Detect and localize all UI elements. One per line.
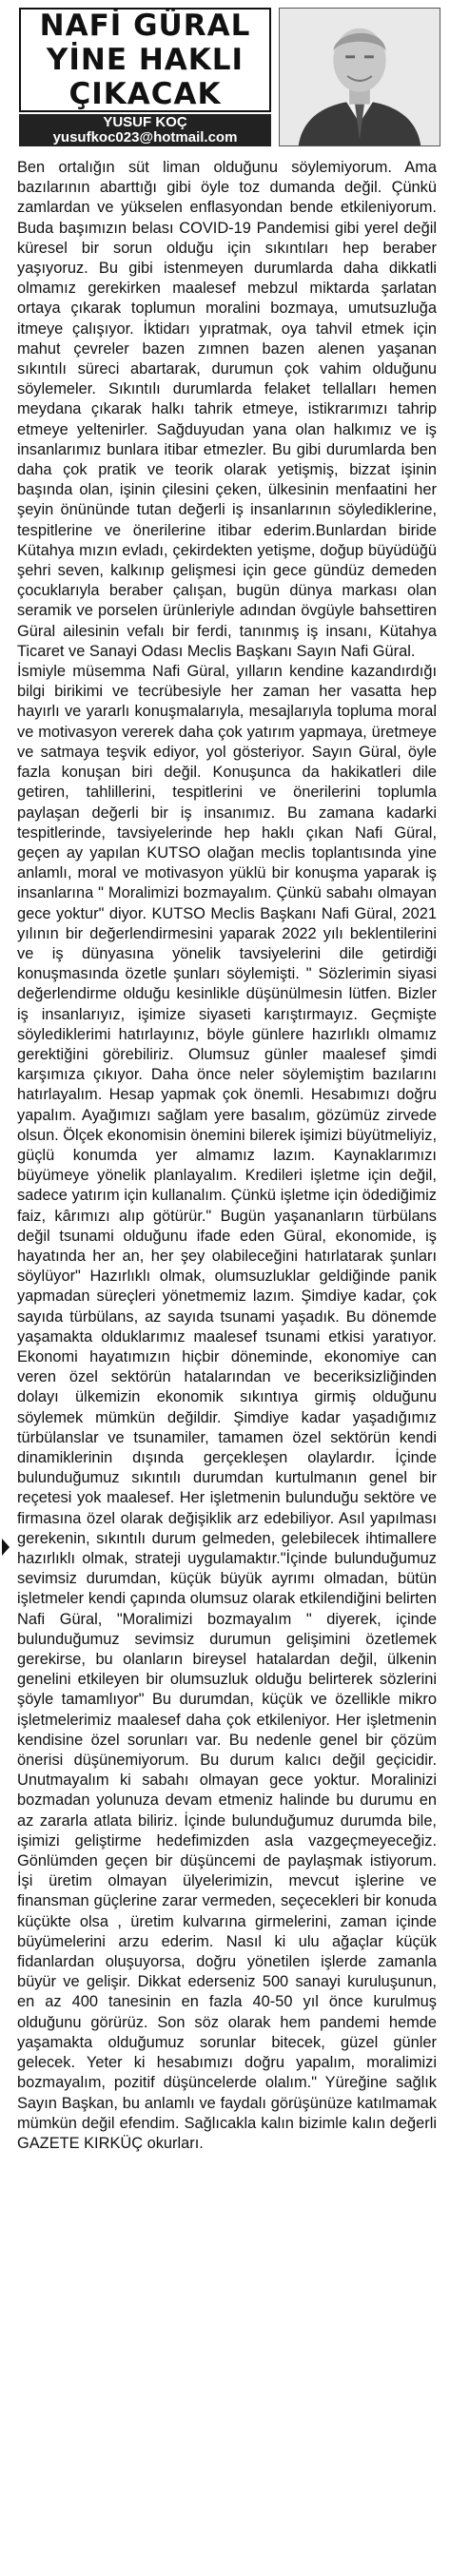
article-body bbox=[17, 158, 437, 2568]
article-paragraph-2: İsmiyle müsemma Nafi Güral, yılların kendine kazandırdığı bilgi birikimi ve tecrübesiyle her zaman her vasatta hep hayırlı ve yararlı konuşmalarıyla, mesajlarıyla topluma moral ve motivasyon vererek daha çok yatırım yapmaya, üretmeye ve satmaya teşvik ediyor, yol gösteriyor. Sayın Güral, öyle fazla konuşan biri değil. Konuşunca da hakikatleri dile getiren, tahlillerini, tespitlerini ve önerilerini toplumla paylaşan değerli bir iş insanımız. Bu zamana kadarki tespitlerinde, tavsiyelerinde hep haklı çıkan Nafi Güral, geçen ay yapılan KUTSO olağan meclis toplantısında yine anlamlı, moral ve motivasyon yüklü bir konuşma yaparak iş insanlarına " Moralimizi bozmayalım. Çünkü sabahı olmayan gece yoktur" diyor. KUTSO Meclis Başkanı Nafi Güral, 2021 yılının bir değerlendirmesini yaparak 2022 yılı beklentilerini ve iş dünyasına yönelik tavsiyelerini dile getirdiği konuşmasında özetle şunları söylemişti. " Sözlerimin siyasi değerlendirme olduğu kesinlikle düşünülmesin lütfen. Bizler iş insanlarıyız, işimize siyaseti karıştırmayız. Geçmişte söylediklerimi hatırlayınız, böyle günlere hazırlıklı olmamız gerektiğini görebiliriz. Olumsuz günler maalesef şimdi karşımıza çıkıyor. Daha önce neler söylemiştim bazılarını hatırlayalım. Hesap yapmak çok önemli. Hesabımızı doğru yapalım. Ayağımızı sağlam yere basalım, gözümüz zirvede olsun. Ölçek ekonomisin önemini bilerek işimizi büyütmeliyiz, güçlü konumda yer almamız lazım. Kaynaklarımızı büyümeye yönelik planlayalım. Kredileri işletme için değil, sadece yatırım için kullanalım. Çünkü işletme için ödediğimiz faiz, kârımızı alıp götürür." Bugün yaşananların türbülans değil tsunami olduğunu ifade eden Güral, ekonomide, iş hayatında her an, her şey olabileceğini hatırlatarak şunları söylüyor" Hazırlıklı olmak, olumsuzluklar geldiğinde panik yapmadan süreçleri yönetmemiz lazım. Şimdiye kadar, çok sayıda türbülans, az sayıda tsunami yaşadık. Bu dönemde yaşamakta olduklarımız maalesef tsunami etkisi yaratıyor. Ekonomi hayatımızın hiçbir döneminde, ekonomiye can veren özel sektörün hatalarından ve beceriksizliğinden dolayı ülkemizin ekonomik sıkıntıya girmiş olduğunu söylemek mümkün değildir. Şimdiye kadar yaşadığımız türbülanslar ve tsunamiler, tamamen özel sektörün kendi dinamiklerinin dışında gerçekleşen olaylardır. İçinde bulunduğumuz sıkıntılı durumdan kurtulmanın genel bir reçetesi yok maalesef. Her işletmenin bulunduğu sektöre ve firmasına özel olarak değişiklik arz edebiliyor. Asıl yapılması gerekenin, sıkıntılı durum gelmeden, gelebilecek ihtimallere hazırlıklı olmak, strateji uygulamaktır."İçinde bulunduğumuz sevimsiz durumdan, küçük büyük ayrımı olmadan, bütün işletmeler kendi çapında olumsuz olarak etkilendiğini belirten Nafi Güral, "Moralimizi bozmayalım " diyerek, içinde bulunduğumuz sevimsiz durumun gelişimini özetlemek gerekirse, bu olanların bireysel hatalardan değil, ülkenin genelini etkileyen bir olumsuzluk olduğu belirterek sözlerini şöyle tamamlıyor" Bu durumdan, küçük ve özellikle mikro işletmelerimiz maalesef daha çok etkileniyor. Her işletmenin kendisine özel sorunları var. Bu nedenle genel bir çözüm önerisi düşünemiyorum. Bu durum kalıcı değil geçicidir. Unutmayalım ki sabahı olmayan gece yoktur. Moralinizi bozmadan yolunuza devam etmeniz halinde bu durumu en az zararla atlata biliriz. İçinde bulunduğumuz durumda bile, işimizi geliştirme hedefimizden asla vazgeçmeyeceğiz. Gönlümden geçen bir düşüncemi de paylaşmak istiyorum. İşi üretim olmayan ülyelerimizin, mevcut işlerine ve finansman güçlerine zarar vermeden, seçecekleri bir konuda küçükte olsa , üretim kulvarına girmelerini, zaman içinde büyümelerini arzu ederim. Nasıl ki ulu ağaçlar küçük fidanlardan oluşuyorsa, doğru yönetilen işlerde zamanla büyür ve gelişir. Dikkat ederseniz 500 sanayi kuruluşunun, en az 400 tanesinin en fazla 40-50 yıl önce kurulmuş olduğunu görürüz. Son söz olarak hem pandemi hemde yaşamakta olduğumuz sorunlar bitecek, güzel günler gelecek. Yeter ki hesabımızı doğru yapalım, moralimizi bozmayalım, pozitif düşüncelerde olalım." Yüreğine sağlık Sayın Başkan, bu anlamlı ve faydalı görüşünüze katılmamak mümkün değil efendim. Sağlıcakla kalın bizimle kalın değerli GAZETE KIRKÜÇ okurları. bbox=[17, 663, 437, 2152]
headline-line-3: ÇIKACAK bbox=[68, 77, 222, 111]
article-paragraph-1: Ben ortalığın süt liman olduğunu söylemiyorum. Ama bazılarının abarttığı gibi öyle toz dumanda değil. Çünkü zamlardan ve yükselen enflasyondan bende etkileniyorum. Buda başımızın belası COVID-19 Pandemisi gibi yerel değil küresel bir sorun olduğu için sıkıntıları hep beraber yaşıyoruz. Bu gibi istenmeyen durumlarda daha dikkatli olmamız gerekirken maalesef mebzul miktarda şarlatan ortaya çıkarak toplumun moralini bozmaya, umutsuzluğa itmeye çalışıyor. İktidarı yıpratmak, oya tahvil etmek için mahut çevreler bazen zımnen bazen alenen yaşanan sıkıntılı süreci abartarak, durumun çok vahim olduğunu söylemeler. Sıkıntılı durumlarda felaket tellalları hemen meydana çıkarak halkı tahrik etmeye, istikrarımızı tahrip etmeye yeltenirler. Sağduyudan yana olan halkımız ve iş insanlarımız bunlara itibar etmezler. Bu gibi durumlarda ben daha çok pratik ve teorik olarak yetişmiş, bizzat işinin başında olan, işinin çilesini çeken, ülkesinin menfaatini her şeyin önününde tutan değerli iş insanlarının söylediklerine, tespitlerine ve önerilerine itibar ederim.Bunlardan biride Kütahya mızın evladı, çekirdekten yetişme, doğup büyüdüğü şehri seven, kalkınıp gelişmesi için gece gündüz demeden çocuklarıyla beraber çalışan, bugün dünya markası olan seramik ve porselen ürünleriyle adından övgüyle bahsettiren Güral ailesinin vefalı bir ferdi, tanınmış iş insanı, Kütahya Ticaret ve Sanayi Odası Meclis Başkanı Sayın Nafi Güral. bbox=[17, 159, 437, 660]
headline-line-1: NAFİ GÜRAL bbox=[39, 9, 251, 43]
headline-box bbox=[19, 8, 271, 112]
article-header bbox=[6, 6, 444, 148]
author-name: YUSUF KOÇ bbox=[103, 114, 187, 130]
page-edge-mark bbox=[2, 1539, 10, 1556]
author-portrait-icon bbox=[279, 8, 440, 146]
headline-line-2: YİNE HAKLI bbox=[46, 43, 245, 77]
portrait-illustration bbox=[280, 9, 440, 145]
author-byline bbox=[19, 114, 271, 146]
edge-arrow-icon bbox=[2, 1539, 10, 1556]
author-email: yusufkoc023@hotmail.com bbox=[52, 129, 238, 145]
